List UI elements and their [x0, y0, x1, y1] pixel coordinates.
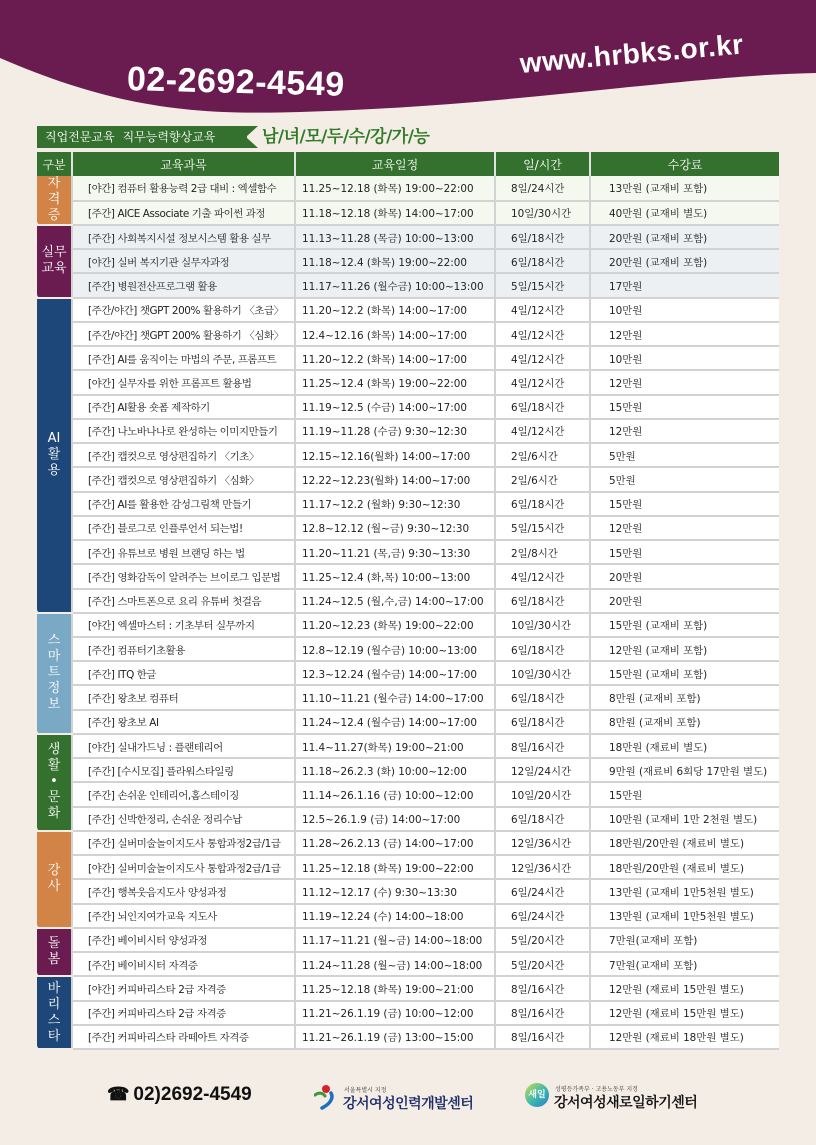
course-name: [주간] [수시모집] 플라워스타일링 — [72, 758, 295, 782]
course-name: [주간] AI를 움직이는 마법의 주문, 프롬프트 — [72, 346, 295, 370]
course-name: [주간] 캡컷으로 영상편집하기 〈심화〉 — [72, 467, 295, 491]
schedule: 12.8~12.12 (월~금) 9:30~12:30 — [295, 516, 495, 540]
header-phone: 02-2692-4549 — [126, 60, 346, 104]
days-hours: 6일/18시간 — [495, 807, 590, 831]
days-hours: 10일/30시간 — [495, 201, 590, 226]
days-hours: 6일/18시간 — [495, 395, 590, 419]
tuition-fee: 17만원 — [590, 273, 779, 297]
table-row — [37, 370, 779, 394]
table-row — [37, 952, 779, 976]
days-hours: 5일/15시간 — [495, 273, 590, 297]
table-row — [37, 589, 779, 613]
course-name: [주간/야간] 챗GPT 200% 활용하기 〈심화〉 — [72, 322, 295, 346]
days-hours: 5일/15시간 — [495, 516, 590, 540]
days-hours: 8일/16시간 — [495, 734, 590, 758]
schedule: 12.15~12.16(월화) 14:00~17:00 — [295, 443, 495, 467]
course-name: [주간] 뇌인지여가교육 지도사 — [72, 904, 295, 928]
slogan: 남/녀/모/두/수/강/가/능 — [262, 127, 430, 147]
category-label: 강 — [47, 863, 61, 879]
table-row — [37, 831, 779, 855]
days-hours: 5일/20시간 — [495, 928, 590, 952]
course-name: [주간] 커피바리스타 2급 자격증 — [72, 1001, 295, 1025]
tuition-fee: 18만원/20만원 (재료비 별도) — [590, 831, 779, 855]
category-ai — [37, 298, 72, 613]
category-label: 용 — [47, 463, 61, 479]
category-label: • — [50, 774, 58, 790]
course-table — [37, 152, 779, 1050]
category-label: 실무 — [41, 245, 67, 261]
table-row — [37, 734, 779, 758]
schedule: 11.19~11.28 (수금) 9:30~12:30 — [295, 419, 495, 443]
table-row — [37, 879, 779, 903]
category-label: 바 — [47, 980, 61, 996]
schedule: 12.4~12.16 (화목) 14:00~17:00 — [295, 322, 495, 346]
program-type-banner — [37, 126, 247, 148]
category-label: 스 — [47, 633, 61, 649]
category-label: 활 — [47, 758, 61, 774]
category-life-culture — [37, 734, 72, 831]
schedule: 11.20~12.23 (화목) 19:00~22:00 — [295, 613, 495, 637]
course-name: [야간] 실버미술놀이지도사 통합과정2급/1급 — [72, 855, 295, 879]
telephone-icon: ☎ — [107, 1084, 130, 1104]
schedule: 12.22~12.23(월화) 14:00~17:00 — [295, 467, 495, 491]
course-name: [주간] 실버미술놀이지도사 통합과정2급/1급 — [72, 831, 295, 855]
schedule: 11.19~12.5 (수금) 14:00~17:00 — [295, 395, 495, 419]
days-hours: 6일/18시간 — [495, 589, 590, 613]
course-name: [야간] 커피바리스타 2급 자격증 — [72, 976, 295, 1000]
course-name: [주간] 커피바리스타 라떼아트 자격증 — [72, 1025, 295, 1049]
tuition-fee: 18만원 (재료비 별도) — [590, 734, 779, 758]
days-hours: 6일/24시간 — [495, 904, 590, 928]
course-name: [주간] AI활용 숏폼 제작하기 — [72, 395, 295, 419]
category-label: 스 — [47, 1012, 61, 1028]
course-name: [주간] 영화감독이 알려주는 브이로그 입문법 — [72, 564, 295, 588]
tuition-fee: 20만원 — [590, 564, 779, 588]
category-label: AI — [47, 431, 61, 447]
days-hours: 6일/18시간 — [495, 249, 590, 273]
tuition-fee: 12만원 (재료비 15만원 별도) — [590, 976, 779, 1000]
course-name: [주간] 신박한정리, 손쉬운 정리수납 — [72, 807, 295, 831]
days-hours: 8일/16시간 — [495, 1001, 590, 1025]
course-name: [주간] 손쉬운 인테리어,홈스테이징 — [72, 782, 295, 806]
tuition-fee: 12만원 (재료비 18만원 별도) — [590, 1025, 779, 1049]
course-name: [야간] 컴퓨터 활용능력 2급 대비 : 엑셀함수 — [72, 176, 295, 201]
category-label: 증 — [47, 208, 61, 223]
schedule: 12.5~26.1.9 (금) 14:00~17:00 — [295, 807, 495, 831]
tuition-fee: 18만원/20만원 (재료비 별도) — [590, 855, 779, 879]
table-row — [37, 225, 779, 249]
schedule: 11.14~26.1.16 (금) 10:00~12:00 — [295, 782, 495, 806]
tuition-fee: 12만원 — [590, 322, 779, 346]
saeil-logo-icon: 새일 — [525, 1083, 549, 1107]
footer — [0, 1082, 816, 1112]
table-row — [37, 1001, 779, 1025]
days-hours: 4일/12시간 — [495, 419, 590, 443]
tuition-fee: 10만원 (교재비 1만 2천원 별도) — [590, 807, 779, 831]
category-label: 타 — [47, 1028, 61, 1044]
table-row — [37, 443, 779, 467]
banner-arrow — [236, 126, 258, 148]
category-label: 리 — [47, 996, 61, 1012]
table-row — [37, 928, 779, 952]
days-hours: 8일/16시간 — [495, 976, 590, 1000]
days-hours: 2일/6시간 — [495, 443, 590, 467]
course-name: [주간] 유튜브로 병원 브랜딩 하는 법 — [72, 540, 295, 564]
schedule: 11.13~11.28 (목금) 10:00~13:00 — [295, 225, 495, 249]
tuition-fee: 8만원 (교재비 포함) — [590, 685, 779, 709]
tuition-fee: 20만원 (교재비 포함) — [590, 249, 779, 273]
course-name: [야간] 실무자를 위한 프롬프트 활용법 — [72, 370, 295, 394]
category-label: 돌 — [47, 936, 61, 952]
schedule: 11.4~11.27(화목) 19:00~21:00 — [295, 734, 495, 758]
category-label: 사 — [47, 879, 61, 895]
tuition-fee: 12만원 — [590, 370, 779, 394]
course-name: [주간] 스마트폰으로 요리 유튜버 첫걸음 — [72, 589, 295, 613]
logo1-name: 강서여성인력개발센터 — [343, 1096, 474, 1112]
tuition-fee: 20만원 (교재비 포함) — [590, 225, 779, 249]
days-hours: 6일/18시간 — [495, 710, 590, 734]
category-barista — [37, 976, 72, 1049]
days-hours: 6일/18시간 — [495, 685, 590, 709]
category-label: 봄 — [47, 952, 61, 968]
category-instructor — [37, 831, 72, 928]
tuition-fee: 9만원 (재료비 6회당 17만원 별도) — [590, 758, 779, 782]
tuition-fee: 12만원 — [590, 516, 779, 540]
tuition-fee: 12만원 — [590, 419, 779, 443]
course-name: [주간] 컴퓨터기초활용 — [72, 637, 295, 661]
days-hours: 4일/12시간 — [495, 370, 590, 394]
table-row — [37, 419, 779, 443]
days-hours: 4일/12시간 — [495, 322, 590, 346]
category-label: 화 — [47, 806, 61, 822]
course-name: [주간] ITQ 한글 — [72, 661, 295, 685]
tag-vocational: 직업전문교육 — [45, 130, 115, 144]
footer-phone[interactable] — [107, 1084, 252, 1106]
course-name: [야간] 실버 복지기관 실무자과정 — [72, 249, 295, 273]
tuition-fee: 5만원 — [590, 443, 779, 467]
schedule: 11.17~11.26 (월수금) 10:00~13:00 — [295, 273, 495, 297]
days-hours: 8일/16시간 — [495, 1025, 590, 1049]
schedule: 11.20~12.2 (화목) 14:00~17:00 — [295, 346, 495, 370]
category-care — [37, 928, 72, 976]
table-row — [37, 298, 779, 322]
table-row — [37, 516, 779, 540]
category-label: 자 — [47, 176, 61, 191]
col-schedule: 교육일정 — [295, 152, 495, 176]
table-row — [37, 540, 779, 564]
course-name: [주간] 베이비시터 양성과정 — [72, 928, 295, 952]
schedule: 11.21~26.1.19 (금) 13:00~15:00 — [295, 1025, 495, 1049]
table-row — [37, 637, 779, 661]
days-hours: 4일/12시간 — [495, 298, 590, 322]
schedule: 11.25~12.18 (화목) 19:00~22:00 — [295, 176, 495, 201]
schedule: 11.25~12.18 (화목) 19:00~21:00 — [295, 976, 495, 1000]
schedule: 11.18~12.18 (화목) 14:00~17:00 — [295, 201, 495, 226]
category-label: 문 — [47, 790, 61, 806]
tuition-fee: 13만원 (교재비 1만5천원 별도) — [590, 904, 779, 928]
course-name: [주간] 행복웃음지도사 양성과정 — [72, 879, 295, 903]
table-row — [37, 613, 779, 637]
schedule: 11.24~12.5 (월,수,금) 14:00~17:00 — [295, 589, 495, 613]
days-hours: 10일/30시간 — [495, 661, 590, 685]
table-row — [37, 904, 779, 928]
schedule: 11.24~12.4 (월수금) 14:00~17:00 — [295, 710, 495, 734]
tuition-fee: 7만원(교재비 포함) — [590, 928, 779, 952]
schedule: 12.8~12.19 (월수금) 10:00~13:00 — [295, 637, 495, 661]
days-hours: 8일/24시간 — [495, 176, 590, 201]
schedule: 11.20~11.21 (목,금) 9:30~13:30 — [295, 540, 495, 564]
category-label: 정 — [47, 681, 61, 697]
tuition-fee: 8만원 (교재비 포함) — [590, 710, 779, 734]
category-label: 생 — [47, 742, 61, 758]
tuition-fee: 15만원 (교재비 포함) — [590, 661, 779, 685]
table-row — [37, 346, 779, 370]
tuition-fee: 15만원 — [590, 492, 779, 516]
tuition-fee: 5만원 — [590, 467, 779, 491]
table-row — [37, 201, 779, 226]
col-fee: 수강료 — [590, 152, 779, 176]
course-name: [주간] AI를 활용한 감성그림책 만들기 — [72, 492, 295, 516]
course-name: [주간] 왕초보 AI — [72, 710, 295, 734]
schedule: 11.18~12.4 (화목) 19:00~22:00 — [295, 249, 495, 273]
schedule: 11.21~26.1.19 (금) 10:00~12:00 — [295, 1001, 495, 1025]
table-row — [37, 564, 779, 588]
course-name: [주간] AICE Associate 기출 파이썬 과정 — [72, 201, 295, 226]
tuition-fee: 13만원 (교재비 포함) — [590, 176, 779, 201]
course-name: [주간] 베이비시터 자격증 — [72, 952, 295, 976]
tuition-fee: 15만원 (교재비 포함) — [590, 613, 779, 637]
tuition-fee: 7만원(교재비 포함) — [590, 952, 779, 976]
days-hours: 10일/20시간 — [495, 782, 590, 806]
category-label: 격 — [47, 192, 61, 207]
days-hours: 2일/8시간 — [495, 540, 590, 564]
table-row — [37, 661, 779, 685]
tag-job-skill: 직무능력향상교육 — [122, 130, 216, 144]
website-url[interactable]: www.hrbks.or.kr — [518, 28, 745, 79]
course-name: [야간] 실내가드닝 : 플랜테리어 — [72, 734, 295, 758]
tuition-fee: 10만원 — [590, 346, 779, 370]
footer-phone-number: 02)2692-4549 — [133, 1084, 252, 1105]
days-hours: 2일/6시간 — [495, 467, 590, 491]
logo2-designation: 성평등가족부 · 고용노동부 지정 — [555, 1086, 638, 1093]
course-name: [주간/야간] 챗GPT 200% 활용하기 〈초급〉 — [72, 298, 295, 322]
table-row — [37, 758, 779, 782]
schedule: 11.17~11.21 (월~금) 14:00~18:00 — [295, 928, 495, 952]
course-name: [주간] 왕초보 컴퓨터 — [72, 685, 295, 709]
course-name: [야간] 엑셀마스터 : 기초부터 실무까지 — [72, 613, 295, 637]
tuition-fee: 10만원 — [590, 298, 779, 322]
table-row — [37, 976, 779, 1000]
table-row — [37, 395, 779, 419]
col-category: 구분 — [37, 152, 72, 176]
col-days: 일/시간 — [495, 152, 590, 176]
schedule: 11.18~26.2.3 (화) 10:00~12:00 — [295, 758, 495, 782]
schedule: 11.12~12.17 (수) 9:30~13:30 — [295, 879, 495, 903]
schedule: 11.20~12.2 (화목) 14:00~17:00 — [295, 298, 495, 322]
table-row — [37, 685, 779, 709]
days-hours: 12일/36시간 — [495, 831, 590, 855]
tuition-fee: 12만원 (재료비 15만원 별도) — [590, 1001, 779, 1025]
days-hours: 12일/36시간 — [495, 855, 590, 879]
table-row — [37, 249, 779, 273]
schedule: 11.25~12.18 (화목) 19:00~22:00 — [295, 855, 495, 879]
days-hours: 12일/24시간 — [495, 758, 590, 782]
schedule: 12.3~12.24 (월수금) 14:00~17:00 — [295, 661, 495, 685]
category-certificate — [37, 176, 72, 225]
category-label: 활 — [47, 447, 61, 463]
days-hours: 5일/20시간 — [495, 952, 590, 976]
col-course: 교육과목 — [72, 152, 295, 176]
course-name: [주간] 병원전산프로그램 활용 — [72, 273, 295, 297]
table-row — [37, 807, 779, 831]
tuition-fee: 12만원 (교재비 포함) — [590, 637, 779, 661]
logo2-name: 강서여성새로일하기센터 — [554, 1095, 698, 1111]
course-name: [주간] 캡컷으로 영상편집하기 〈기초〉 — [72, 443, 295, 467]
schedule: 11.19~12.24 (수) 14:00~18:00 — [295, 904, 495, 928]
category-label: 교육 — [41, 261, 67, 277]
table-row — [37, 855, 779, 879]
logo1-designation: 서울특별시 지정 — [344, 1087, 387, 1094]
tuition-fee: 13만원 (교재비 1만5천원 별도) — [590, 879, 779, 903]
tuition-fee: 15만원 — [590, 540, 779, 564]
seoul-logo-icon — [314, 1084, 336, 1110]
days-hours: 6일/18시간 — [495, 637, 590, 661]
days-hours: 10일/30시간 — [495, 613, 590, 637]
table-row — [37, 782, 779, 806]
table-row — [37, 176, 779, 201]
category-label: 보 — [47, 697, 61, 713]
schedule: 11.25~12.4 (화,목) 10:00~13:00 — [295, 564, 495, 588]
course-name: [주간] 블로그로 인플루언서 되는법! — [72, 516, 295, 540]
tuition-fee: 20만원 — [590, 589, 779, 613]
schedule: 11.10~11.21 (월수금) 14:00~17:00 — [295, 685, 495, 709]
days-hours: 4일/12시간 — [495, 564, 590, 588]
table-header — [37, 152, 779, 176]
schedule: 11.28~26.2.13 (금) 14:00~17:00 — [295, 831, 495, 855]
days-hours: 6일/18시간 — [495, 225, 590, 249]
schedule: 11.25~12.4 (화목) 19:00~22:00 — [295, 370, 495, 394]
days-hours: 4일/12시간 — [495, 346, 590, 370]
table-row — [37, 1025, 779, 1049]
schedule: 11.17~12.2 (월화) 9:30~12:30 — [295, 492, 495, 516]
table-row — [37, 492, 779, 516]
days-hours: 6일/18시간 — [495, 492, 590, 516]
course-name: [주간] 나노바나나로 완성하는 이미지만들기 — [72, 419, 295, 443]
category-smart-info — [37, 613, 72, 734]
schedule: 11.24~11.28 (월~금) 14:00~18:00 — [295, 952, 495, 976]
course-name: [주간] 사회복지시설 정보시스템 활용 실무 — [72, 225, 295, 249]
category-practical — [37, 225, 72, 298]
days-hours: 6일/24시간 — [495, 879, 590, 903]
tuition-fee: 15만원 — [590, 395, 779, 419]
table-row — [37, 322, 779, 346]
tuition-fee: 15만원 — [590, 782, 779, 806]
table-row — [37, 710, 779, 734]
table-row — [37, 273, 779, 297]
tuition-fee: 40만원 (교재비 별도) — [590, 201, 779, 226]
category-label: 마 — [47, 649, 61, 665]
table-row — [37, 467, 779, 491]
category-label: 트 — [47, 665, 61, 681]
